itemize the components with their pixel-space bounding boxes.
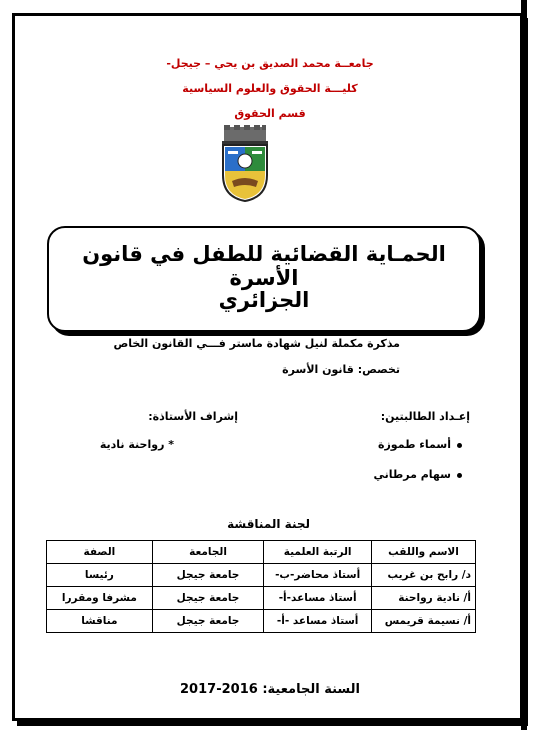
table-header-rank: الرتبة العلمية — [264, 541, 372, 564]
supervisor-label: إشراف الأستاذة: — [148, 410, 238, 423]
table-cell: رئيسا — [47, 564, 153, 587]
bullet-icon — [457, 443, 462, 448]
thesis-description: مذكرة مكملة لنيل شهادة ماستر فـــي القانون الخاص — [113, 337, 400, 350]
academic-year: السنة الجامعية: 2016-2017 — [180, 682, 360, 697]
table-header-row — [47, 541, 476, 564]
thesis-title-box — [47, 226, 481, 332]
table-cell: أستاذ محاضر-ب- — [264, 564, 372, 587]
committee-title: لجنة المناقشة — [227, 517, 310, 531]
table-header-name: الاسم واللقب — [372, 541, 476, 564]
students-label: إعـداد الطالبتين: — [380, 410, 470, 423]
table-cell: أ/ نادية رواحنة — [372, 587, 476, 610]
table-cell: مناقشا — [47, 610, 153, 633]
university-emblem-icon — [218, 125, 272, 203]
supervisor-name: * رواحنة نادية — [99, 438, 174, 451]
faculty-name: كليـــة الحقوق والعلوم السياسية — [182, 82, 358, 95]
table-header-role: الصفة — [47, 541, 153, 564]
table-row — [47, 610, 476, 633]
table-row — [47, 564, 476, 587]
university-name: جامعــة محمد الصديق بن يحي – جيجل- — [166, 57, 374, 70]
table-header-university: الجامعة — [152, 541, 264, 564]
table-cell: أستاذ مساعد-أ- — [264, 587, 372, 610]
table-cell: جامعة جيجل — [152, 564, 264, 587]
table-cell: د/ رابح بن غريب — [372, 564, 476, 587]
specialty: تخصص: قانون الأسرة — [282, 363, 400, 376]
student-name-1: أسماء طموزة — [378, 438, 462, 451]
bullet-icon — [457, 473, 462, 478]
student-name-2: سهام مرطاني — [373, 468, 462, 481]
department-name: قسم الحقوق — [234, 107, 306, 120]
committee-table — [46, 540, 476, 633]
table-cell: جامعة جيجل — [152, 587, 264, 610]
table-cell: أ/ نسيمة قريمس — [372, 610, 476, 633]
table-cell: أستاذ مساعد -أ- — [264, 610, 372, 633]
title-line-1: الحمـاية القضائية للطفل في قانون الأسرة — [82, 242, 446, 290]
table-row — [47, 587, 476, 610]
title-line-2: الجزائري — [218, 288, 310, 312]
table-cell: مشرفا ومقررا — [47, 587, 153, 610]
table-cell: جامعة جيجل — [152, 610, 264, 633]
